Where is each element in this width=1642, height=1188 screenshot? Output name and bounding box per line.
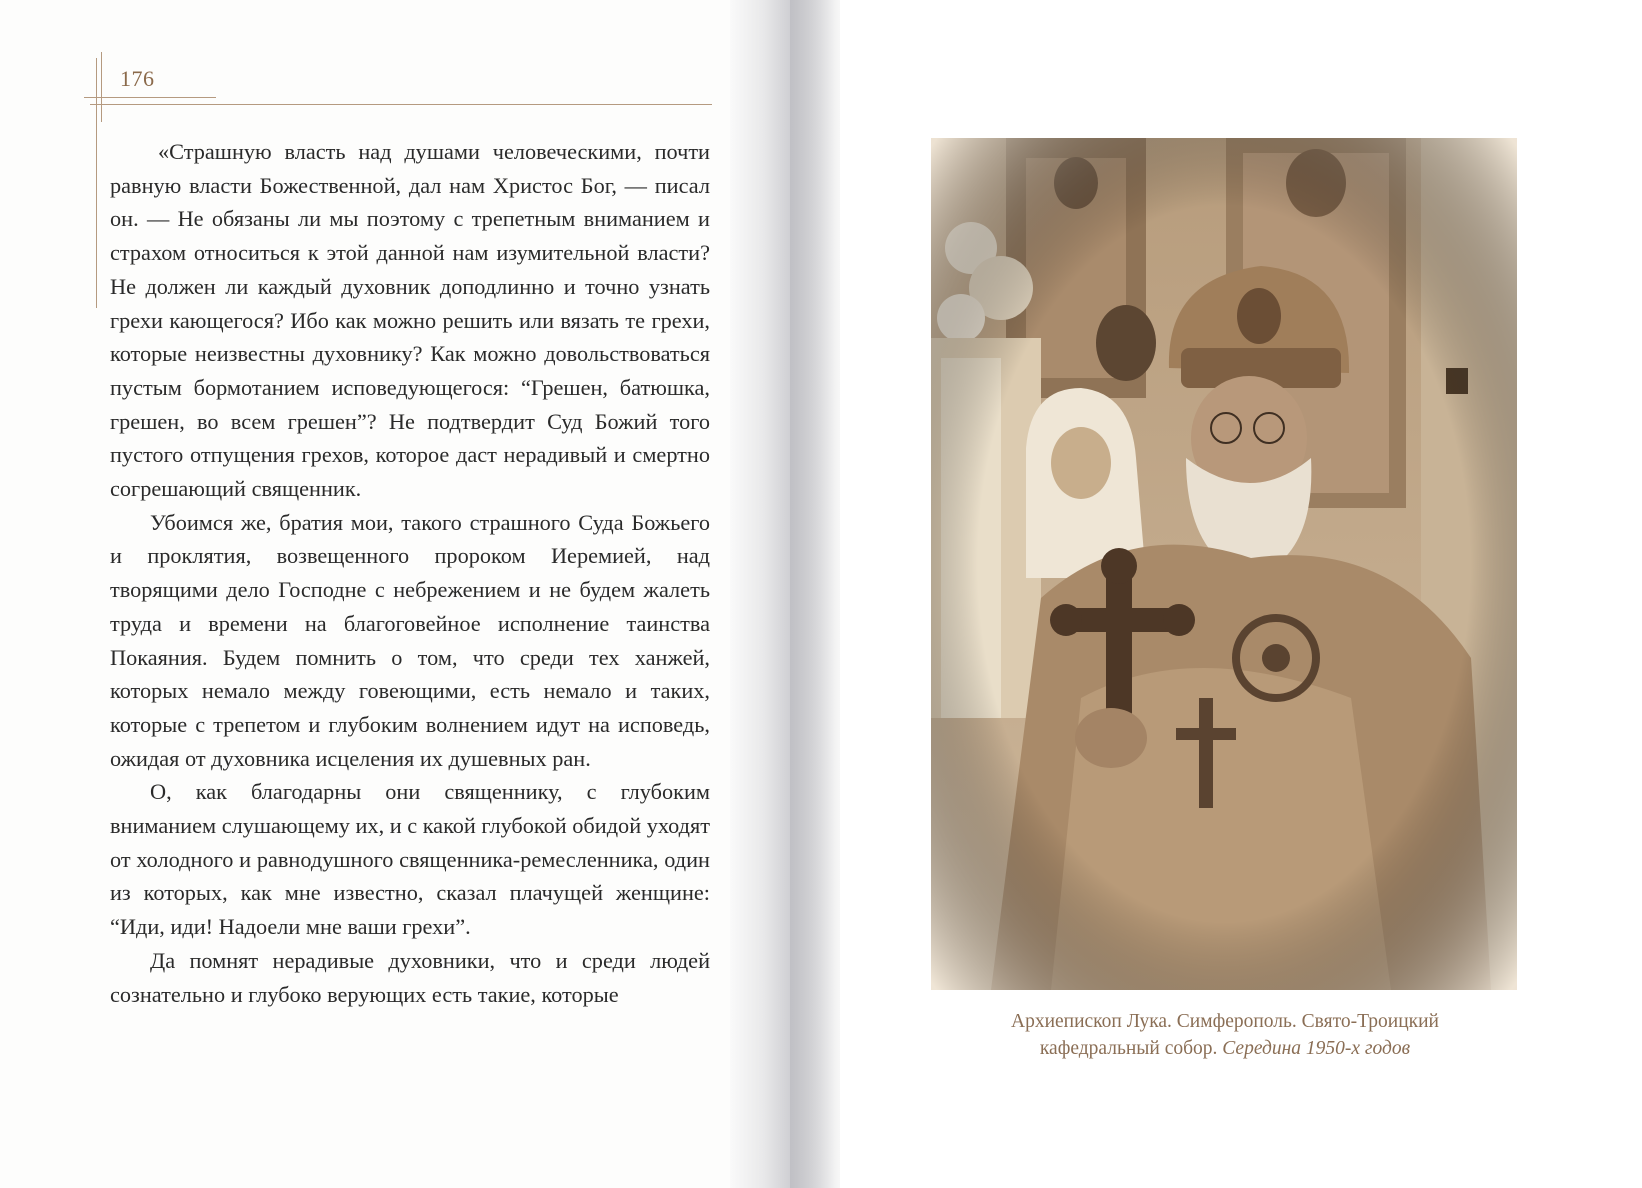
caption-line-2 xyxy=(900,1035,1550,1062)
archbishop-portrait-image xyxy=(931,138,1517,990)
paragraph: «Страшную власть над душами человеческими, почти равную власти Божественной, дал нам Христос Бог, — писал он. — Не обязаны ли мы поэтому с трепетным вниманием и страхом относиться к этой данной нам изумительной власти? Не должен ли каждый духовник доподлинно и точно узнать грехи кающегося? Ибо как можно решить или вязать те грехи, которые неизвестны духовнику? Как можно довольствоваться пустым бормотанием исповедующегося: “Грешен, батюшка, грешен, во всем грешен”? Не подтвердит Суд Божий того пустого отпущения грехов, которое даст нерадивый и смертно согрешающий священник. xyxy=(110,139,710,502)
caption-date: Середина 1950-х годов xyxy=(1222,1038,1411,1059)
page-number: 176 xyxy=(120,66,155,91)
ornament-horizontal-rule-short xyxy=(84,97,216,98)
portrait-photograph xyxy=(931,138,1517,990)
ornament-horizontal-rule xyxy=(90,104,712,105)
gutter-shadow xyxy=(790,0,835,1188)
paragraph: Убоимся же, братия мои, такого страшного Суда Божьего и проклятия, возвещенного пророком Иеремией, над творящими дело Господне с небрежением и не будем жалеть труда и времени на благоговейное исполнение таинства Покаяния. Будем помнить о том, что среди тех ханжей, которых немало между говеющими, есть немало и таких, которые с трепетом и глубоким волнением идут на исповедь, ожидая от духовника исцеления их душевных ран. xyxy=(110,509,710,771)
paragraph: Да помнят нерадивые духовники, что и среди людей сознательно и глубоко верующих есть такие, которые xyxy=(110,947,710,1007)
ornament-vertical-rule-short xyxy=(101,52,102,122)
paragraph: О, как благодарны они священнику, с глубоким вниманием слушающему их, и с какой глубокой обидой уходят от холодного и равнодушного священника-ремесленника, один из которых, как мне известно, сказал плачущей женщине: “Иди, иди! Надоели мне ваши грехи”. xyxy=(110,779,711,940)
caption-line-1: Архиепископ Лука. Симферополь. Свято-Троицкий xyxy=(1010,1011,1439,1032)
photo-caption xyxy=(900,1008,1550,1062)
ornament-vertical-rule xyxy=(96,58,97,308)
left-page xyxy=(0,0,740,1188)
caption-location: кафедральный собор. xyxy=(1039,1038,1218,1059)
body-text xyxy=(110,135,710,1011)
